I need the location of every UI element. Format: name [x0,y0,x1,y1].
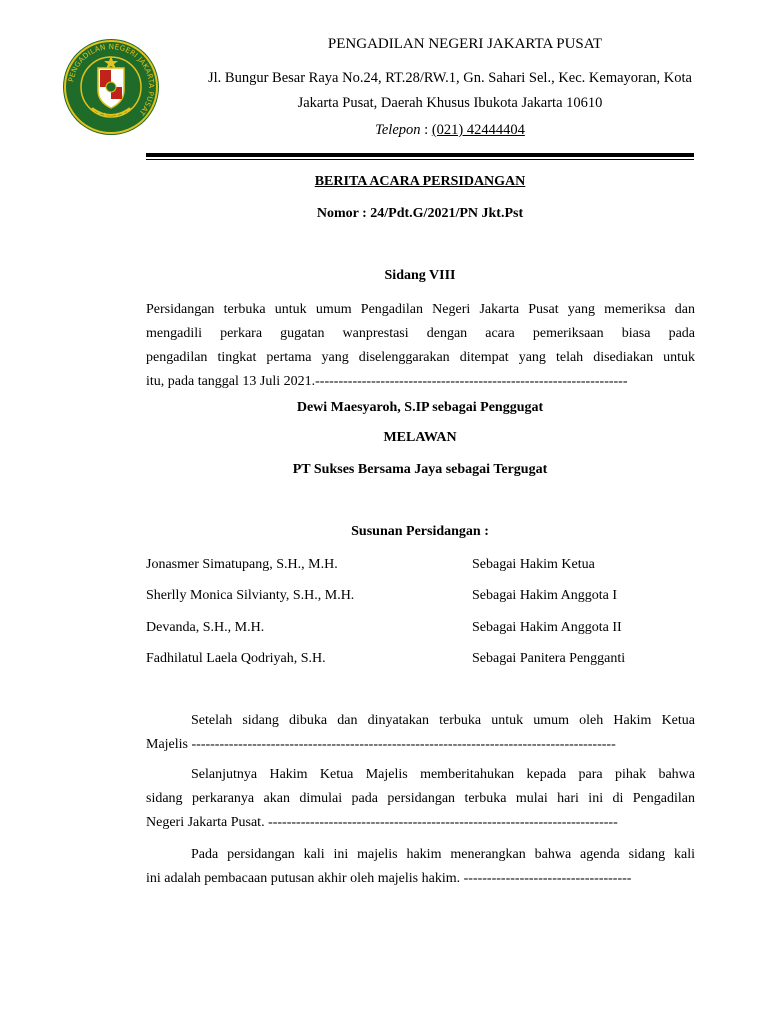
address-line-2: Jakarta Pusat, Daerah Khusus Ibukota Jakarta 10610 [297,95,603,111]
clerk-role: Sebagai Panitera Pengganti [472,651,626,666]
phone-label: Telepon [375,122,421,138]
intro-line: mengadili perkara gugatan wanprestasi dengan acara pemeriksaan biasa pada [146,326,695,341]
paragraph-line: ini adalah pembacaan putusan akhir oleh majelis hakim. ------------------------------------ [146,871,632,886]
phone-separator: : [420,122,432,138]
intro-line: itu, pada tanggal 13 Juli 2021.------------------------------------------------------------------- [146,374,628,389]
judge-name: Jonasmer Simatupang, S.H., M.H. [146,557,338,572]
intro-paragraph [146,298,695,394]
paragraph-line: Pada persidangan kali ini majelis hakim menerangkan bahwa agenda sidang kali [191,847,695,862]
court-emblem-logo [62,38,160,136]
paragraph-agenda [146,843,695,891]
header-divider-thick [146,153,694,157]
intro-line: pengadilan tingkat pertama yang diselenggarakan ditempat yang telah disediakan untuk [146,350,695,365]
judge-role: Sebagai Hakim Ketua [472,557,595,572]
document-title: BERITA ACARA PERSIDANGAN [314,174,526,189]
paragraph-line: sidang perkaranya akan dimulai pada persidangan terbuka mulai hari ini di Pengadilan [146,791,695,806]
svg-text:PENGADILAN NEGERI JAKARTA PUSA: PENGADILAN NEGERI JAKARTA PUSAT [66,41,157,118]
address-line-1: Jl. Bungur Besar Raya No.24, RT.28/RW.1, Gn. Sahari Sel., Kec. Kemayoran, Kota [208,70,692,86]
session-label: Sidang VIII [384,268,456,283]
document-number: Nomor : 24/Pdt.G/2021/PN Jkt.Pst [316,206,524,221]
paragraph-notice [146,763,695,835]
intro-line: Persidangan terbuka untuk umum Pengadilan Negeri Jakarta Pusat yang memeriksa dan [146,302,695,317]
judge-name: Sherlly Monica Silvianty, S.H., M.H. [146,588,355,603]
court-phone [150,122,750,139]
paragraph-line: Majelis ------------------------------------------------------------------------------------------- [146,737,616,752]
versus-label: MELAWAN [383,430,457,445]
plaintiff: Dewi Maesyaroh, S.IP sebagai Penggugat [296,400,544,415]
paragraph-line: Negeri Jakarta Pusat. --------------------------------------------------------------------------- [146,815,618,830]
defendant: PT Sukses Bersama Jaya sebagai Tergugat [292,462,548,477]
composition-title: Susunan Persidangan : [351,524,489,539]
court-name: PENGADILAN NEGERI JAKARTA PUSAT [327,36,603,52]
judge-role: Sebagai Hakim Anggota I [472,588,618,603]
court-address [150,66,750,116]
clerk-name: Fadhilatul Laela Qodriyah, S.H. [146,651,326,666]
phone-number: (021) 42444404 [431,122,525,138]
judge-role: Sebagai Hakim Anggota II [472,620,622,635]
paragraph-opening [146,709,695,757]
paragraph-line: Selanjutnya Hakim Ketua Majelis memberitahukan kepada para pihak bahwa [191,767,695,782]
paragraph-line: Setelah sidang dibuka dan dinyatakan terbuka untuk umum oleh Hakim Ketua [191,713,695,728]
header-divider-thin [146,159,694,160]
judge-name: Devanda, S.H., M.H. [146,620,265,635]
